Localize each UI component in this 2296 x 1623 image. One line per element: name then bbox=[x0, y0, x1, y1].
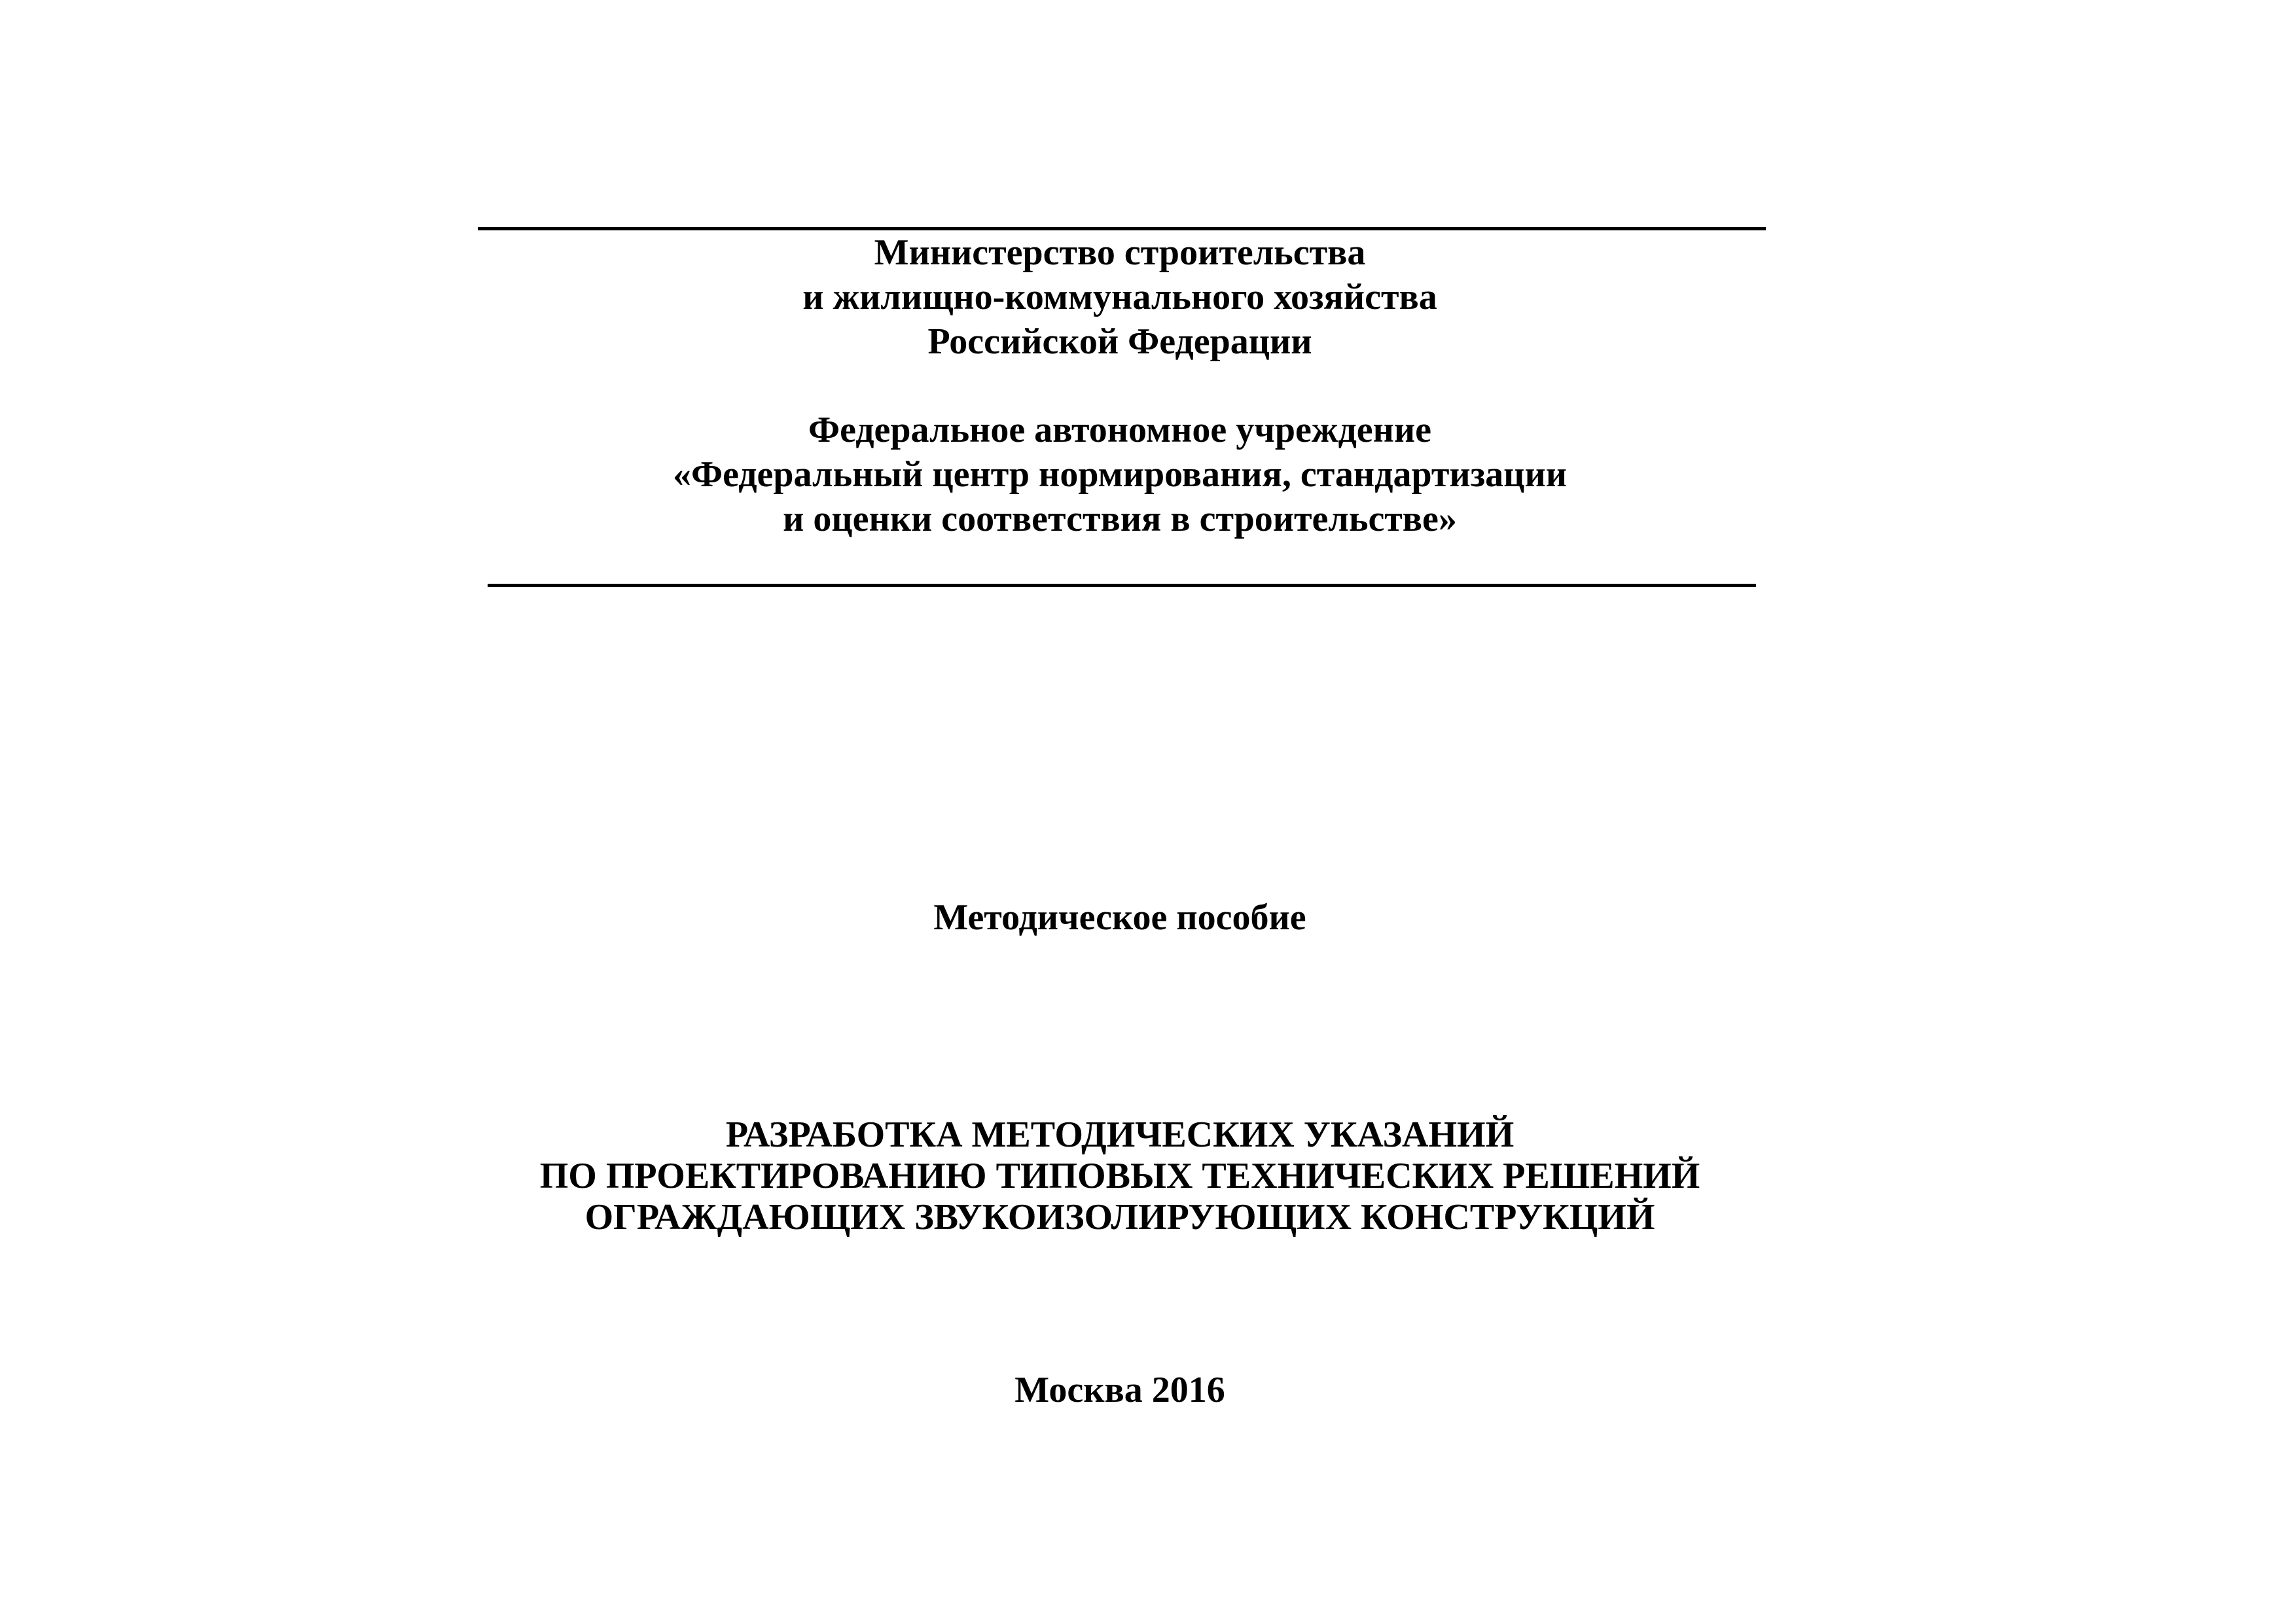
document-type-text: Методическое пособие bbox=[933, 897, 1306, 938]
ministry-line: Министерство строительства bbox=[874, 232, 1366, 273]
header-bottom-rule bbox=[488, 584, 1756, 587]
document-type bbox=[0, 895, 2240, 940]
document-title-line: ПО ПРОЕКТИРОВАНИЮ ТИПОВЫХ ТЕХНИЧЕСКИХ РЕШЕНИЙ bbox=[539, 1156, 1700, 1196]
institution-line: и оценки соответствия в строительстве» bbox=[783, 499, 1457, 539]
city-year-text: Москва 2016 bbox=[1014, 1370, 1225, 1410]
document-title bbox=[0, 1115, 2240, 1238]
institution-line: Федеральное автономное учреждение bbox=[808, 410, 1432, 450]
ministry-line: Российской Федерации bbox=[927, 321, 1312, 362]
document-title-line: ОГРАЖДАЮЩИХ ЗВУКОИЗОЛИРУЮЩИХ КОНСТРУКЦИЙ bbox=[584, 1197, 1655, 1238]
institution-line: «Федеральный центр нормирования, стандартизации bbox=[673, 454, 1567, 495]
ministry-line: и жилищно-коммунального хозяйства bbox=[802, 277, 1437, 317]
institution-name bbox=[0, 408, 2240, 541]
city-year bbox=[0, 1368, 2240, 1412]
document-title-line: РАЗРАБОТКА МЕТОДИЧЕСКИХ УКАЗАНИЙ bbox=[725, 1115, 1515, 1155]
ministry-name bbox=[0, 230, 2240, 364]
